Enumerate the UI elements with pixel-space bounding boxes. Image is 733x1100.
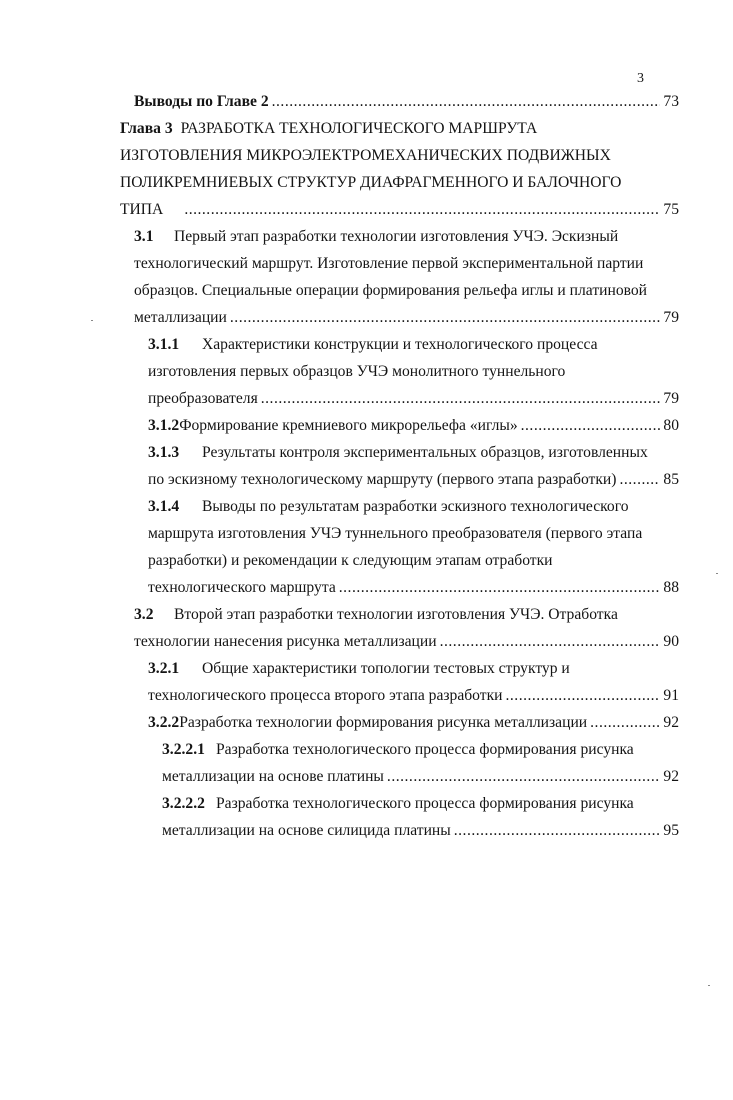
section-number: 3.1.3 bbox=[148, 444, 180, 461]
dot-leader bbox=[184, 196, 660, 223]
section-number: 3.1 bbox=[134, 228, 154, 245]
section-number: 3.1.4 bbox=[148, 498, 180, 515]
toc-entry-line: технологии нанесения рисунка металлизации bbox=[134, 633, 437, 650]
toc-page-number: 92 bbox=[663, 768, 679, 785]
toc-entry-line: ТИПА bbox=[120, 201, 164, 218]
toc-entry-line: Общие характеристики топологии тестовых структур и bbox=[202, 660, 570, 677]
toc-entry-title: Выводы по Главе 2 bbox=[134, 93, 269, 110]
dot-leader bbox=[339, 574, 661, 601]
toc-page-number: 80 bbox=[663, 417, 679, 434]
toc-entry-line: изготовления первых образцов УЧЭ монолитного туннельного bbox=[148, 363, 566, 380]
scan-speck bbox=[91, 320, 93, 321]
toc-entry-3-1-2[interactable] bbox=[148, 412, 679, 439]
scan-speck bbox=[716, 573, 718, 574]
toc-page-number: 73 bbox=[663, 93, 679, 110]
toc-entry-line: Результаты контроля экспериментальных образцов, изготовленных bbox=[202, 444, 648, 461]
toc-entry-line: технологического маршрута bbox=[148, 579, 336, 596]
dot-leader bbox=[230, 304, 661, 331]
toc-entry-line: преобразователя bbox=[148, 390, 258, 407]
toc-entry-line: ИЗГОТОВЛЕНИЯ МИКРОЭЛЕКТРОМЕХАНИЧЕСКИХ ПОДВИЖНЫХ bbox=[120, 147, 611, 164]
toc-page-number: 79 bbox=[663, 390, 679, 407]
toc-entry-line: металлизации bbox=[134, 309, 227, 326]
dot-leader bbox=[590, 709, 660, 736]
toc-entry-line: Первый этап разработки технологии изготовления УЧЭ. Эскизный bbox=[174, 228, 619, 245]
section-number: 3.2.2 bbox=[148, 714, 180, 731]
page-number: 3 bbox=[637, 71, 644, 86]
toc-entry-conclusions-ch2[interactable] bbox=[134, 88, 679, 115]
toc-page-number: 88 bbox=[663, 579, 679, 596]
toc-entry-line: Формирование кремниевого микрорельефа «иглы» bbox=[179, 417, 518, 434]
dot-leader bbox=[506, 682, 661, 709]
toc-entry-3-2-2[interactable] bbox=[148, 709, 679, 736]
toc-entry-line: образцов. Специальные операции формирования рельефа иглы и платиновой bbox=[134, 282, 648, 299]
section-number: 3.2.2.2 bbox=[162, 795, 205, 812]
section-number: 3.1.1 bbox=[148, 336, 180, 353]
dot-leader bbox=[387, 763, 660, 790]
toc-entry-line: технологического процесса второго этапа разработки bbox=[148, 687, 503, 704]
toc-entry-line: ПОЛИКРЕМНИЕВЫХ СТРУКТУР ДИАФРАГМЕННОГО И БАЛОЧНОГО bbox=[120, 174, 622, 191]
toc-entry-line: маршрута изготовления УЧЭ туннельного преобразователя (первого этапа bbox=[148, 525, 643, 542]
toc-page-number: 85 bbox=[663, 471, 679, 488]
toc-entry-line: разработки) и рекомендации к следующим этапам отработки bbox=[148, 552, 553, 569]
toc-page-number: 75 bbox=[663, 201, 679, 218]
toc-page-number: 92 bbox=[663, 714, 679, 731]
toc-entry-line: Второй этап разработки технологии изготовления УЧЭ. Отработка bbox=[174, 606, 618, 623]
toc-entry-line: по эскизному технологическому маршруту (первого этапа разработки) bbox=[148, 471, 617, 488]
toc-page-number: 95 bbox=[663, 822, 679, 839]
toc-entry-line: металлизации на основе платины bbox=[162, 768, 384, 785]
toc-page-number: 90 bbox=[663, 633, 679, 650]
toc-entry-line: РАЗРАБОТКА ТЕХНОЛОГИЧЕСКОГО МАРШРУТА bbox=[180, 120, 538, 137]
toc-entry-line: Разработка технологии формирования рисунка металлизации bbox=[179, 714, 588, 731]
chapter-label: Глава 3 bbox=[120, 120, 173, 137]
toc-entry-line: технологический маршрут. Изготовление первой экспериментальной партии bbox=[134, 255, 644, 272]
dot-leader bbox=[454, 817, 661, 844]
dot-leader bbox=[521, 412, 661, 439]
dot-leader bbox=[440, 628, 661, 655]
section-number: 3.2 bbox=[134, 606, 154, 623]
toc-page-number: 91 bbox=[663, 687, 679, 704]
dot-leader bbox=[261, 385, 661, 412]
toc-entry-line: Разработка технологического процесса формирования рисунка bbox=[216, 741, 634, 758]
section-number: 3.2.2.1 bbox=[162, 741, 205, 758]
section-number: 3.2.1 bbox=[148, 660, 180, 677]
dot-leader bbox=[272, 88, 661, 115]
toc-entry-line: Выводы по результатам разработки эскизного технологического bbox=[202, 498, 629, 515]
toc-entry-line: металлизации на основе силицида платины bbox=[162, 822, 451, 839]
toc-page-number: 79 bbox=[663, 309, 679, 326]
dot-leader bbox=[619, 466, 660, 493]
section-number: 3.1.2 bbox=[148, 417, 180, 434]
scan-speck bbox=[708, 985, 710, 986]
toc-entry-line: Разработка технологического процесса формирования рисунка bbox=[216, 795, 634, 812]
toc-entry-line: Характеристики конструкции и технологического процесса bbox=[202, 336, 598, 353]
